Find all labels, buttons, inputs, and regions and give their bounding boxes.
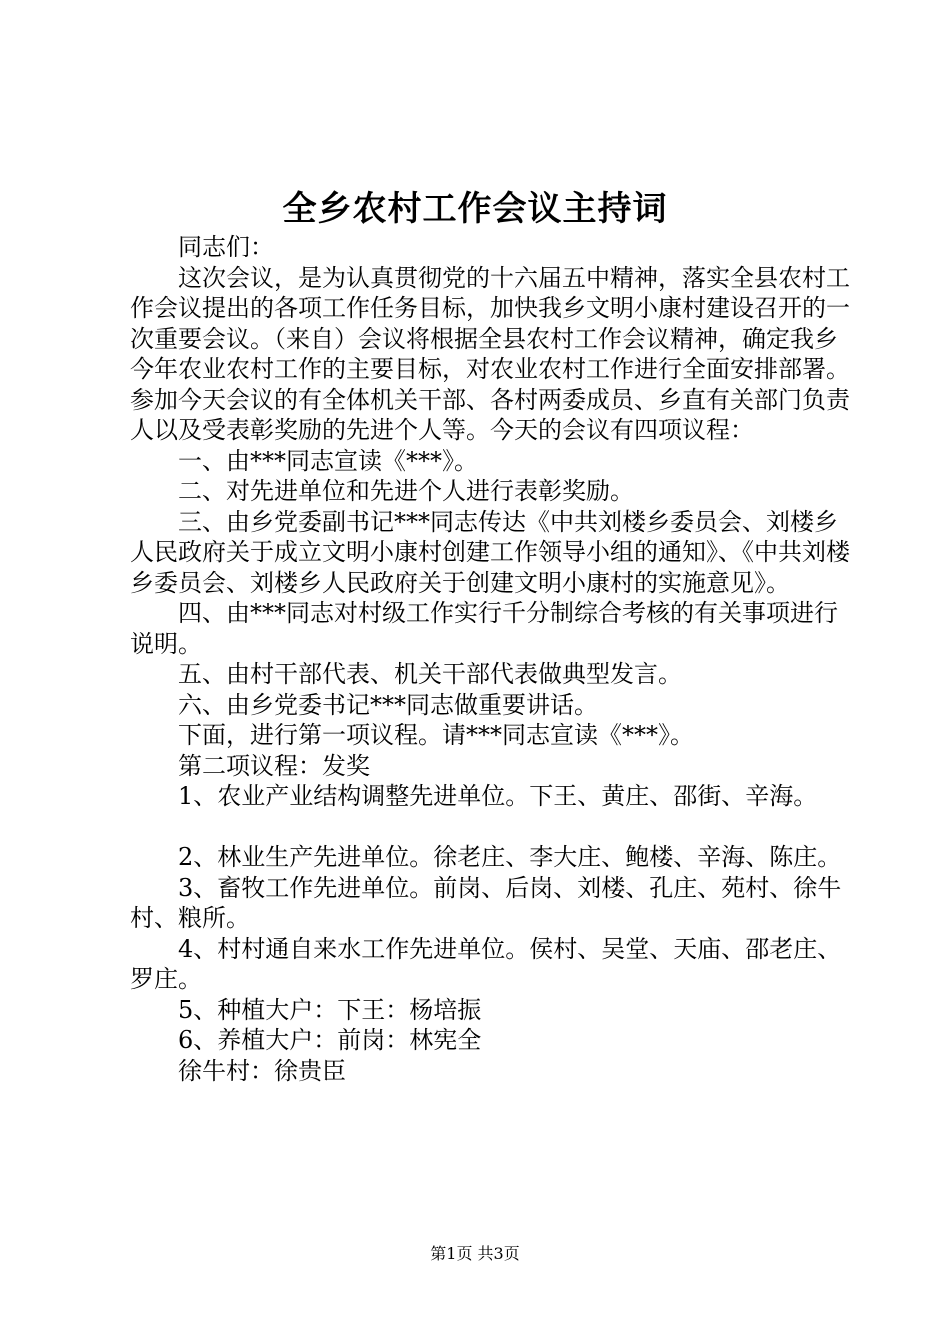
paragraph-agenda-1: 一、由***同志宣读《***》。	[178, 446, 478, 475]
paragraph-award-4: 4、村村通自来水工作先进单位。侯村、吴堂、天庙、邵老庄、罗庄。	[130, 934, 842, 993]
paragraph-agenda-4: 四、由***同志对村级工作实行千分制综合考核的有关事项进行说明。	[130, 599, 838, 658]
document-body	[130, 232, 850, 1086]
paragraph-award-3: 3、畜牧工作先进单位。前岗、后岗、刘楼、孔庄、苑村、徐牛村、粮所。	[130, 873, 842, 932]
paragraph-agenda-5: 五、由村干部代表、机关干部代表做典型发言。	[178, 660, 682, 688]
paragraph-salutation: 同志们：	[178, 233, 274, 261]
paragraph-intro: 这次会议，是为认真贯彻党的十六届五中精神，落实全县农村工作会议提出的各项工作任务目标，加快我乡文明小康村建设召开的一次重要会议。（来自）会议将根据全县农村工作会议精神，确定我乡今年农业农村工作的主要目标，对农业农村工作进行全面安排部署。参加今天会议的有全体机关干部、各村两委成员、乡直有关部门负责人以及受表彰奖励的先进个人等。今天的会议有四项议程：	[130, 263, 850, 444]
document-title: 全乡农村工作会议主持词	[282, 189, 668, 229]
paragraph-first-item: 下面，进行第一项议程。请***同志宣读《***》。	[178, 721, 694, 749]
paragraph-award-7: 徐牛村：徐贵臣	[178, 1056, 346, 1085]
paragraph-agenda-3: 三、由乡党委副书记***同志传达《中共刘楼乡委员会、刘楼乡人民政府关于成立文明小康村创建工作领导小组的通知》、《中共刘楼乡委员会、刘楼乡人民政府关于创建文明小康村的实施意见》。	[130, 507, 850, 597]
paragraph-second-item: 第二项议程：发奖	[178, 751, 370, 780]
paragraph-award-2: 2、林业生产先进单位。徐老庄、李大庄、鲍楼、辛海、陈庄。	[178, 843, 842, 871]
paragraph-award-1: 1、农业产业结构调整先进单位。下王、黄庄、邵街、辛海。	[178, 782, 818, 810]
paragraph-agenda-6: 六、由乡党委书记***同志做重要讲话。	[178, 690, 598, 719]
page-footer: 第1页 共3页	[430, 1244, 520, 1263]
paragraph-award-6: 6、养植大户：前岗：林宪全	[178, 1026, 482, 1054]
paragraph-award-5: 5、种植大户：下王：杨培振	[178, 995, 482, 1024]
paragraph-agenda-2: 二、对先进单位和先进个人进行表彰奖励。	[178, 477, 634, 505]
